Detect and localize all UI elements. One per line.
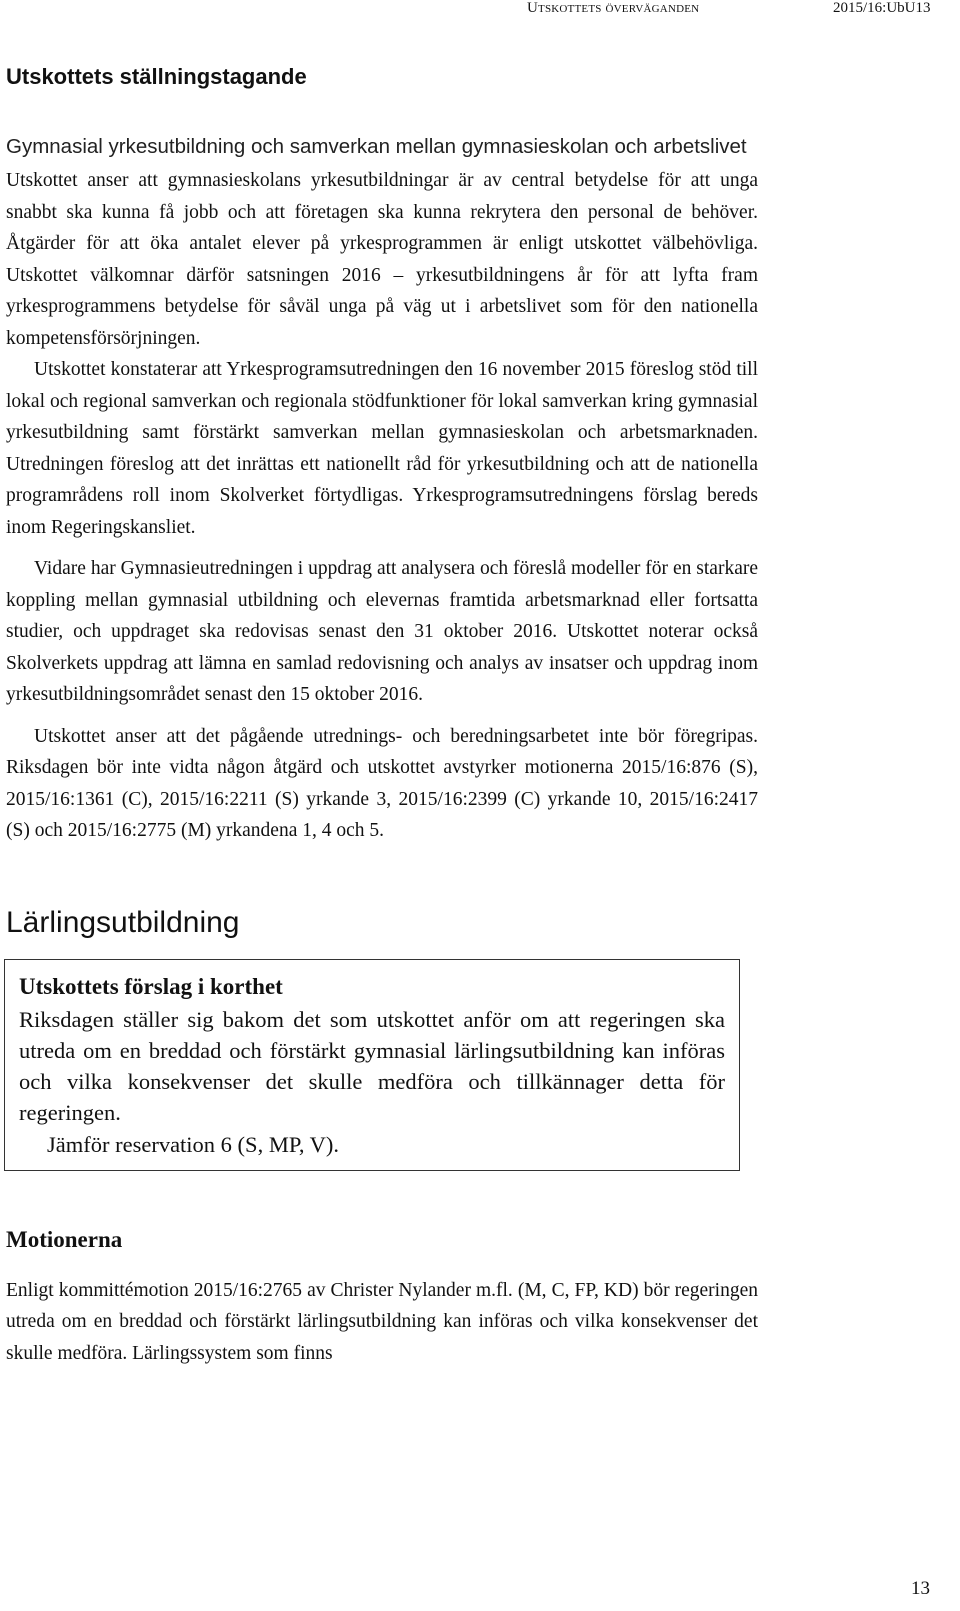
running-header (0, 0, 960, 20)
proposal-text: Riksdagen ställer sig bakom det som utskottet anför om att regeringen ska utreda om en breddad och förstärkt gymnasial lärlingsutbildning kan införas och vilka konsekvenser det skulle medföra och tillkännager detta för regeringen. (19, 1006, 725, 1125)
page-number: 13 (911, 1578, 930, 1599)
main-heading: Lärlingsutbildning (6, 905, 240, 939)
paragraph: Utskottet anser att gymnasieskolans yrkesutbildningar är av central betydelse för att unga snabbt ska kunna få jobb och att företagen ska kunna rekrytera den personal de behöver. Åtgärder för att öka antalet elever på yrkesprogrammen är enligt utskottet välbehövliga. Utskottet välkomnar därför satsningen 2016 – yrkesutbildningens år för att lyfta fram yrkesprogrammens betydelse för såväl unga på väg ut i arbetslivet som för den nationella kompetensförsörjningen. (6, 170, 758, 349)
paragraph: Vidare har Gymnasieutredningen i uppdrag att analysera och föreslå modeller för en starkare koppling mellan gymnasial utbildning och elevernas framtida arbetsmarknad eller fortsatta studier, och uppdraget ska redovisas senast den 31 oktober 2016. Utskottet noterar också Skolverkets uppdrag att lämna en samlad redovisning och analys av insatser och uppdrag inom yrkesutbildningsområdet senast den 15 oktober 2016. (6, 558, 758, 705)
section-heading: Utskottets ställningstagande (6, 64, 307, 89)
motions-paragraph: Enligt kommittémotion 2015/16:2765 av Christer Nylander m.fl. (M, C, FP, KD) bör regeringen utreda om en breddad och förstärkt lärlingsutbildning kan införas och vilka konsekvenser det skulle medföra. Lärlingssystem som finns (6, 1279, 758, 1364)
proposal-summary-box (4, 959, 740, 1171)
proposal-title: Utskottets förslag i korthet (19, 973, 283, 999)
page-content (6, 64, 758, 1369)
header-section-title: Utskottets överväganden (527, 0, 700, 16)
reservation-reference: Jämför reservation 6 (S, MP, V). (47, 1131, 340, 1157)
paragraph: Utskottet anser att det pågående utrednings- och beredningsarbetet inte bör föregripas. Riksdagen bör inte vidta någon åtgärd och utskottet avstyrker motionerna 2015/16:876 (S), 2015/16:1361 (C), 2015/16:2211 (S) yrkande 3, 2015/16:2399 (C) yrkande 10, 2015/16:2417 (S) och 2015/16:2775 (M) yrkandena 1, 4 och 5. (6, 725, 758, 841)
subsection-heading: Gymnasial yrkesutbildning och samverkan mellan gymnasieskolan och arbetslivet (6, 135, 747, 158)
header-document-id: 2015/16:UbU13 (833, 0, 931, 16)
paragraph: Utskottet konstaterar att Yrkesprogramsutredningen den 16 november 2015 föreslog stöd till lokal och regional samverkan och regionala stödfunktioner för lokal samverkan kring gymnasial yrkesutbildning samt förstärkt samverkan mellan gymnasieskolan och arbetsmarknaden. Utredningen föreslog att det inrättas ett nationellt råd för yrkesutbildning och att de nationella programrådens roll inom Skolverket förtydligas. Yrkesprogramsutredningens förslag bereds inom Regeringskansliet. (6, 359, 758, 538)
motions-heading: Motionerna (6, 1226, 123, 1252)
